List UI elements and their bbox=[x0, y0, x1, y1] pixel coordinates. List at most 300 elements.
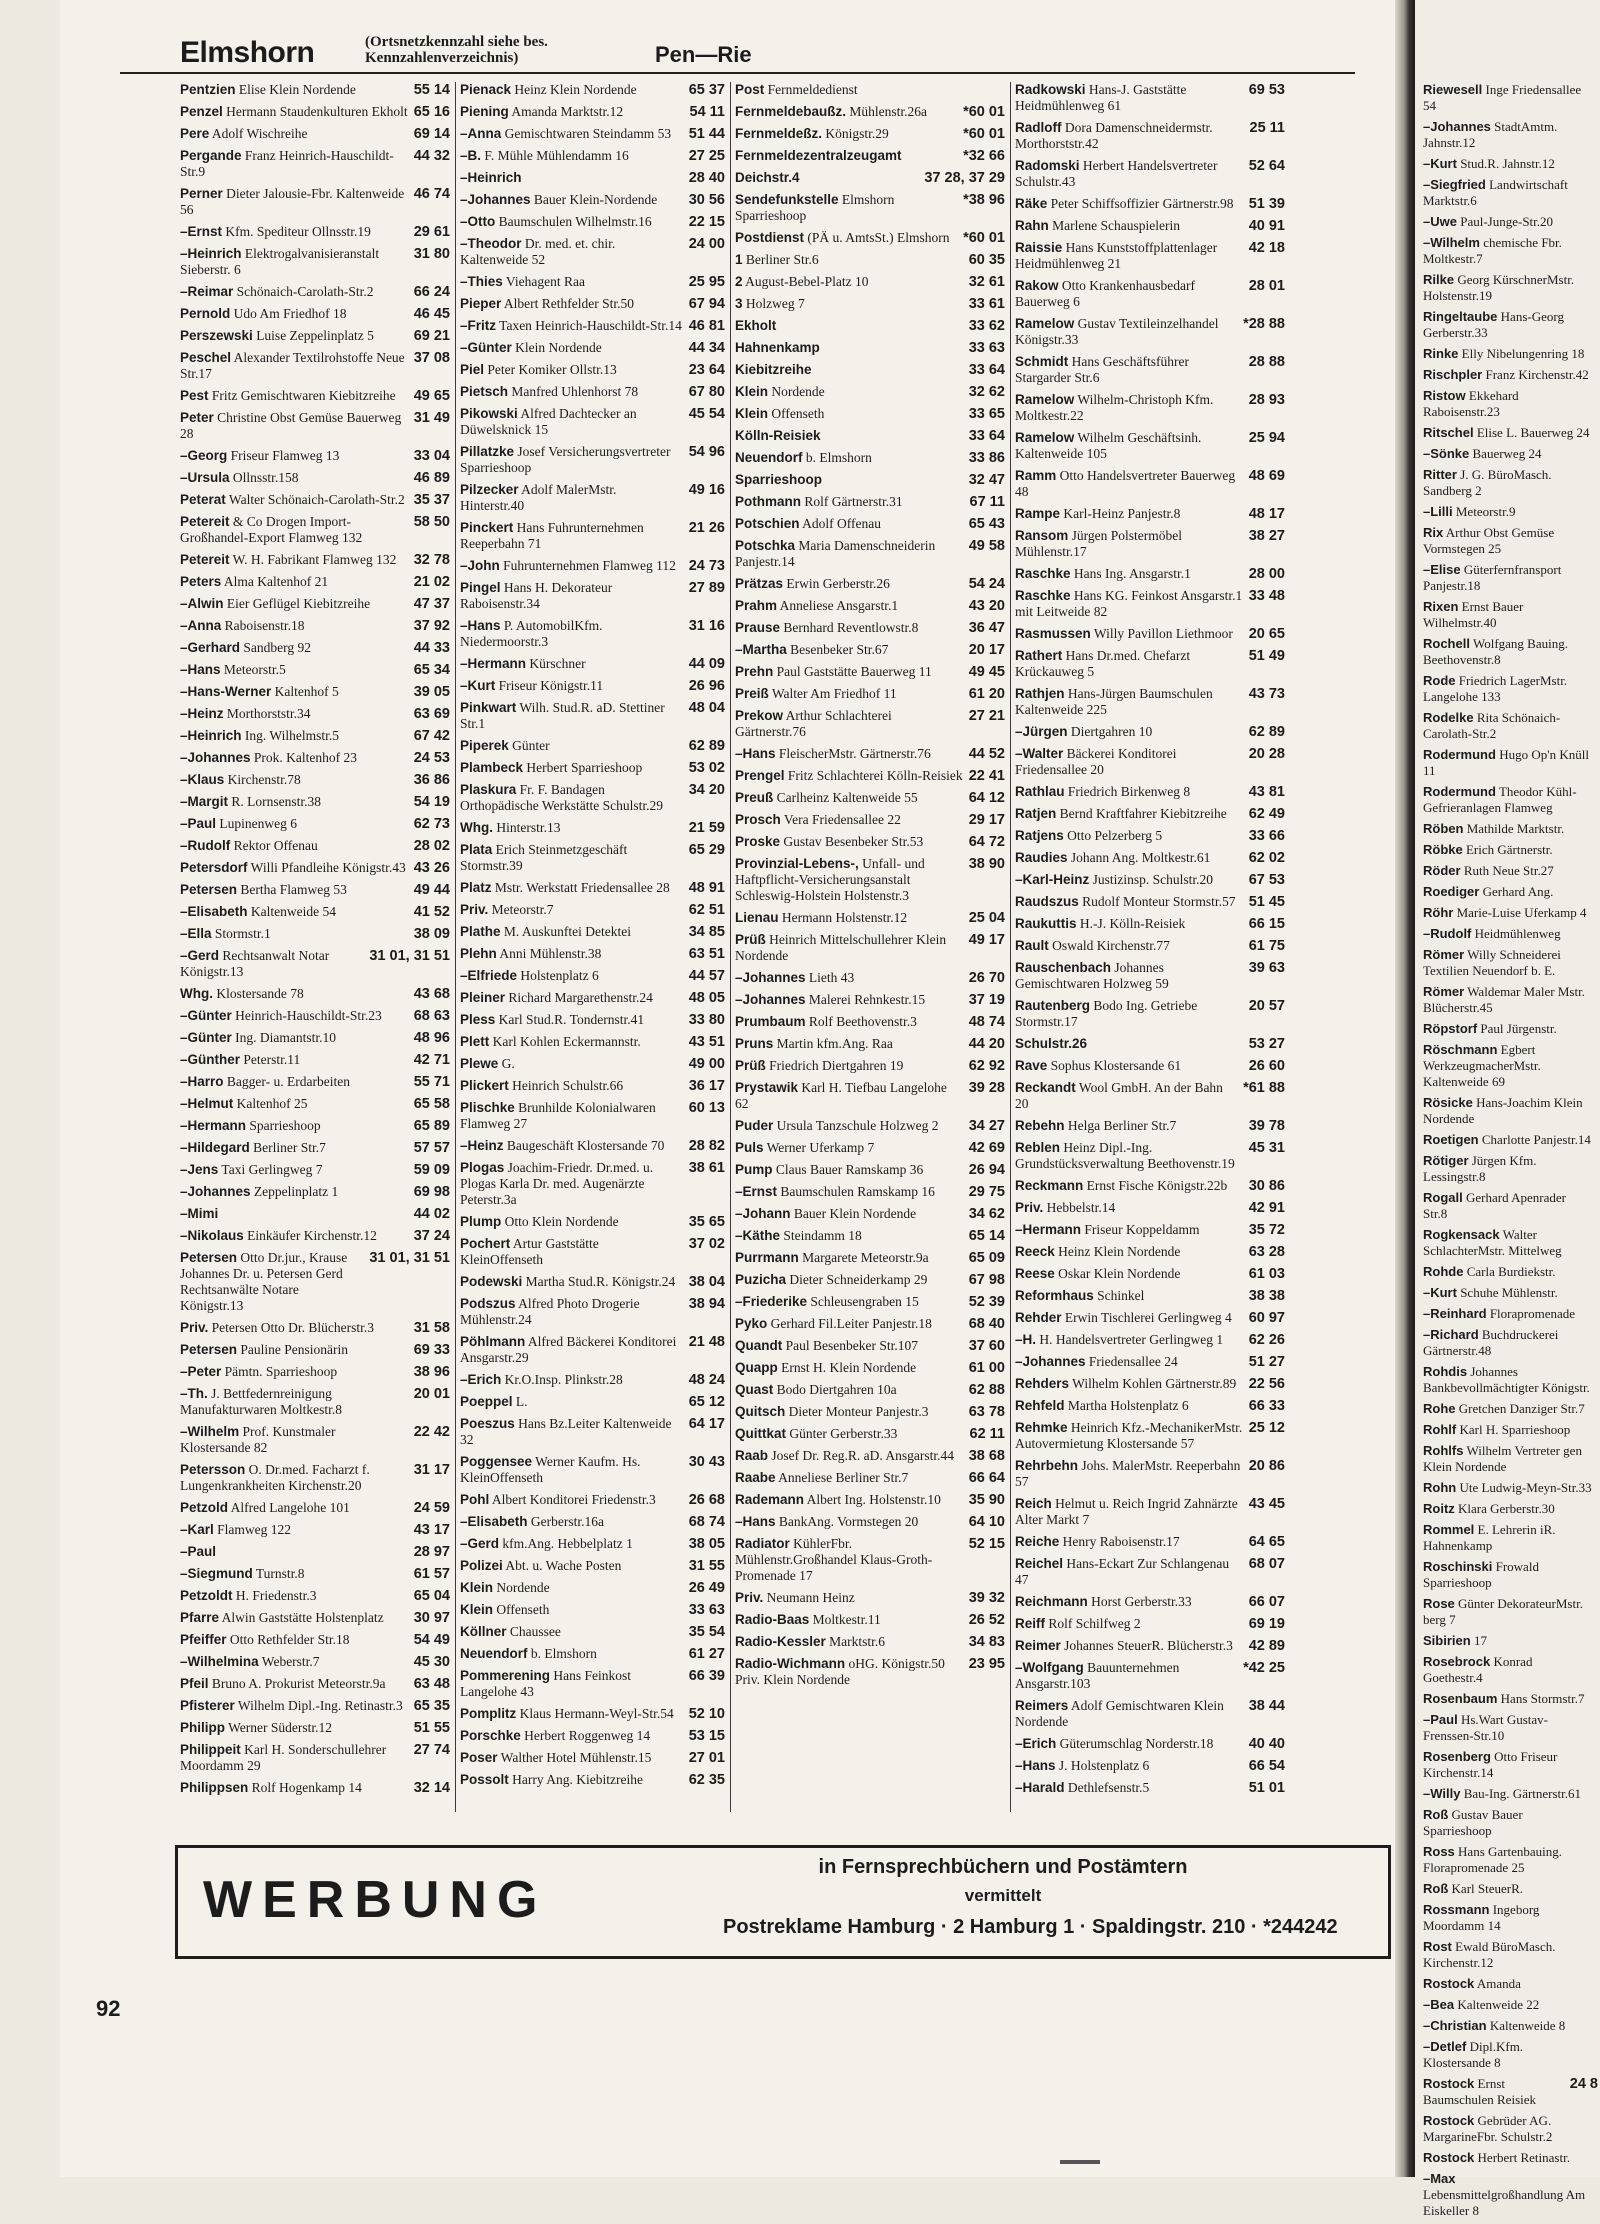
listing-entry bbox=[735, 1162, 1005, 1178]
listing-name: –Johannes Malerei Rehnkestr.15 bbox=[735, 992, 926, 1007]
phone-number: 59 09 bbox=[413, 1162, 450, 1178]
phone-number: 62 02 bbox=[1248, 850, 1285, 866]
listing-name: –B. F. Mühle Mühlendamm 16 bbox=[460, 148, 629, 163]
listing-name: –Hermann Friseur Koppeldamm bbox=[1015, 1222, 1200, 1237]
listing-entry bbox=[1015, 1036, 1285, 1052]
listing-name: –Sönke Bauerweg 24 bbox=[1423, 446, 1542, 461]
listing-name: Radomski Herbert Handelsvertreter Schulstr.43 bbox=[1015, 158, 1218, 189]
listing-name: Poggensee Werner Kaufm. Hs. KleinOffenseth bbox=[460, 1454, 641, 1485]
phone-number: 48 17 bbox=[1248, 506, 1285, 522]
phone-number: 60 35 bbox=[968, 252, 1005, 268]
listing-entry bbox=[735, 1656, 1005, 1688]
listing-entry bbox=[1423, 947, 1598, 979]
phone-number: *38 96 bbox=[963, 192, 1005, 208]
listing-entry bbox=[180, 492, 450, 508]
listing-name: –Gerhard Sandberg 92 bbox=[180, 640, 312, 655]
phone-number: 24 00 bbox=[688, 236, 725, 252]
listing-entry bbox=[460, 192, 725, 208]
phone-number: 57 57 bbox=[413, 1140, 450, 1156]
listing-entry bbox=[735, 494, 1005, 510]
listing-entry bbox=[180, 1698, 450, 1714]
listing-entry bbox=[1015, 1698, 1285, 1730]
phone-number: 43 51 bbox=[688, 1034, 725, 1050]
listing-name: Römer Willy Schneiderei Textilien Neuendorf b. E. bbox=[1423, 947, 1561, 978]
listing-name: –Heinrich bbox=[460, 170, 522, 185]
phone-number: 26 70 bbox=[968, 970, 1005, 986]
phone-number: 25 11 bbox=[1249, 120, 1285, 136]
listing-entry bbox=[735, 1184, 1005, 1200]
listing-entry bbox=[735, 104, 1005, 120]
listing-name: –Gerd Rechtsanwalt Notar Königstr.13 bbox=[180, 948, 330, 979]
listing-name: Possolt Harry Ang. Kiebitzreihe bbox=[460, 1772, 643, 1787]
listing-name: Röben Mathilde Marktstr. bbox=[1423, 821, 1565, 836]
phone-number: 46 74 bbox=[413, 186, 450, 202]
listing-name: Plickert Heinrich Schulstr.66 bbox=[460, 1078, 624, 1093]
listing-entry bbox=[1423, 525, 1598, 557]
listing-name: Ramelow Wilhelm Geschäftsinh. Kaltenweide 105 bbox=[1015, 430, 1202, 461]
ad-headline: WERBUNG bbox=[203, 1871, 548, 1929]
phone-number: 65 16 bbox=[413, 104, 450, 120]
listing-name: Prahm Anneliese Ansgarstr.1 bbox=[735, 598, 899, 613]
phone-number: *60 01 bbox=[963, 126, 1005, 142]
listing-name: Prätzas Erwin Gerberstr.26 bbox=[735, 576, 890, 591]
listing-name: Ristow Ekkehard Raboisenstr.23 bbox=[1423, 388, 1519, 419]
listing-entry bbox=[735, 970, 1005, 986]
phone-number: 65 37 bbox=[688, 82, 725, 98]
advertisement-box bbox=[175, 1845, 1391, 1959]
phone-number: 37 92 bbox=[413, 618, 450, 634]
listing-entry bbox=[460, 738, 725, 754]
phone-number: 39 63 bbox=[1248, 960, 1285, 976]
listing-entry bbox=[1423, 1422, 1598, 1438]
phone-number: 38 96 bbox=[413, 1364, 450, 1380]
listing-name: –Siegfried Landwirtschaft Marktstr.6 bbox=[1423, 177, 1568, 208]
listing-entry bbox=[1423, 1153, 1598, 1185]
listing-name: Poeszus Hans Bz.Leiter Kaltenweide 32 bbox=[460, 1416, 672, 1447]
listing-name: Petersen Bertha Flamweg 53 bbox=[180, 882, 347, 897]
listing-name: –H. H. Handelsvertreter Gerlingweg 1 bbox=[1015, 1332, 1224, 1347]
listing-entry bbox=[735, 516, 1005, 532]
listing-entry bbox=[460, 274, 725, 290]
listing-name: –Reimar Schönaich-Carolath-Str.2 bbox=[180, 284, 374, 299]
phone-number: 67 94 bbox=[688, 296, 725, 312]
listing-name: Rathjen Hans-Jürgen Baumschulen Kaltenweide 225 bbox=[1015, 686, 1213, 717]
listing-entry bbox=[1423, 1691, 1598, 1707]
listing-entry bbox=[460, 880, 725, 896]
listing-entry bbox=[460, 318, 725, 334]
listing-name: Proske Gustav Besenbeker Str.53 bbox=[735, 834, 924, 849]
listing-name: Rehder Erwin Tischlerei Gerlingweg 4 bbox=[1015, 1310, 1232, 1325]
listing-column-3 bbox=[735, 82, 1005, 1802]
listing-name: –Wilhelm Prof. Kunstmaler Klostersande 82 bbox=[180, 1424, 336, 1455]
listing-name: 3 Holzweg 7 bbox=[735, 296, 805, 311]
listing-name: Priv. Hebbelstr.14 bbox=[1015, 1200, 1116, 1215]
listing-entry bbox=[735, 450, 1005, 466]
listing-entry bbox=[735, 1448, 1005, 1464]
phone-number: 21 48 bbox=[688, 1334, 725, 1350]
listing-entry bbox=[1423, 272, 1598, 304]
listing-name: –Hans Meteorstr.5 bbox=[180, 662, 286, 677]
phone-number: *42 25 bbox=[1243, 1660, 1285, 1676]
phone-number: 68 63 bbox=[413, 1008, 450, 1024]
listing-entry bbox=[1015, 746, 1285, 778]
phone-number: 20 28 bbox=[1248, 746, 1285, 762]
listing-entry bbox=[1015, 316, 1285, 348]
listing-name: –Martha Besenbeker Str.67 bbox=[735, 642, 889, 657]
listing-name: Ratjens Otto Pelzerberg 5 bbox=[1015, 828, 1163, 843]
phone-number: 51 01 bbox=[1248, 1780, 1285, 1796]
listing-entry bbox=[735, 992, 1005, 1008]
listing-name: –Heinz Morthorststr.34 bbox=[180, 706, 311, 721]
listing-entry bbox=[735, 708, 1005, 740]
listing-name: –Elise Güterfernfransport Panjestr.18 bbox=[1423, 562, 1562, 593]
listing-entry bbox=[460, 968, 725, 984]
listing-entry bbox=[1423, 1042, 1598, 1090]
listing-entry bbox=[735, 318, 1005, 334]
listing-entry bbox=[180, 926, 450, 942]
listing-entry bbox=[1423, 784, 1598, 816]
phone-number: 65 35 bbox=[413, 1698, 450, 1714]
phone-number: 64 65 bbox=[1248, 1534, 1285, 1550]
listing-entry bbox=[1015, 588, 1285, 620]
listing-entry bbox=[460, 618, 725, 650]
listing-entry bbox=[735, 1014, 1005, 1030]
listing-name: –Günter Klein Nordende bbox=[460, 340, 602, 355]
phone-number: 32 14 bbox=[413, 1780, 450, 1796]
listing-name: Kiebitzreihe bbox=[735, 362, 812, 377]
phone-number: 32 78 bbox=[413, 552, 450, 568]
listing-name: Piening Amanda Marktstr.12 bbox=[460, 104, 624, 119]
listing-name: Whg. Klostersande 78 bbox=[180, 986, 304, 1001]
listing-name: Schulstr.26 bbox=[1015, 1036, 1088, 1051]
listing-entry bbox=[1423, 1480, 1598, 1496]
phone-number: 34 20 bbox=[688, 782, 725, 798]
phone-number: 54 96 bbox=[688, 444, 725, 460]
listing-name: –Elisabeth Kaltenweide 54 bbox=[180, 904, 336, 919]
listing-name: Ramelow Gustav Textileinzelhandel Königstr.33 bbox=[1015, 316, 1219, 347]
listing-name: Rohlfs Wilhelm Vertreter gen Klein Nordende bbox=[1423, 1443, 1582, 1474]
phone-number: 38 38 bbox=[1248, 1288, 1285, 1304]
listing-entry bbox=[1015, 218, 1285, 234]
listing-entry bbox=[735, 296, 1005, 312]
phone-number: 37 08 bbox=[413, 350, 450, 366]
phone-number: 62 92 bbox=[968, 1058, 1005, 1074]
listing-name: Pergande Franz Heinrich-Hauschildt-Str.9 bbox=[180, 148, 394, 179]
listing-name: Quandt Paul Besenbeker Str.107 bbox=[735, 1338, 918, 1353]
listing-name: Deichstr.4 bbox=[735, 170, 800, 185]
listing-name: Rave Sophus Klostersande 61 bbox=[1015, 1058, 1182, 1073]
listing-name: Rathlau Friedrich Birkenweg 8 bbox=[1015, 784, 1191, 799]
listing-entry bbox=[180, 148, 450, 180]
listing-name: Ringeltaube Hans-Georg Gerberstr.33 bbox=[1423, 309, 1564, 340]
listing-name: Quapp Ernst H. Klein Nordende bbox=[735, 1360, 917, 1375]
listing-name: Pothmann Rolf Gärtnerstr.31 bbox=[735, 494, 903, 509]
phone-number: 29 75 bbox=[968, 1184, 1005, 1200]
listing-name: –Rudolf Heidmühlenweg bbox=[1423, 926, 1561, 941]
phone-number: 30 43 bbox=[688, 1454, 725, 1470]
phone-number: 49 17 bbox=[968, 932, 1005, 948]
listing-entry bbox=[1015, 1376, 1285, 1392]
adjacent-page-column bbox=[1423, 82, 1598, 2224]
listing-entry bbox=[735, 82, 1005, 98]
phone-number: 43 81 bbox=[1248, 784, 1285, 800]
phone-number: 38 04 bbox=[688, 1274, 725, 1290]
listing-entry bbox=[460, 990, 725, 1006]
listing-name: Klein Nordende bbox=[460, 1580, 550, 1595]
phone-number: 49 00 bbox=[688, 1056, 725, 1072]
listing-name: 2 August-Bebel-Platz 10 bbox=[735, 274, 869, 289]
phone-number: 26 52 bbox=[968, 1612, 1005, 1628]
listing-name: Rosenbaum Hans Stormstr.7 bbox=[1423, 1691, 1585, 1706]
listing-entry bbox=[180, 1386, 450, 1418]
listing-entry bbox=[180, 618, 450, 634]
listing-entry bbox=[1015, 120, 1285, 152]
listing-entry bbox=[1423, 388, 1598, 420]
listing-entry bbox=[1015, 1200, 1285, 1216]
listing-name: Radloff Dora Damenschneidermstr. Morthorststr.42 bbox=[1015, 120, 1213, 151]
listing-entry bbox=[735, 1426, 1005, 1442]
listing-name: Rodermund Theodor Kühl-Gefrieranlagen Flamweg bbox=[1423, 784, 1577, 815]
listing-entry bbox=[1015, 998, 1285, 1030]
listing-entry bbox=[1423, 636, 1598, 668]
listing-column-1 bbox=[180, 82, 450, 1802]
phone-number: 31 16 bbox=[688, 618, 725, 634]
listing-name: –Walter Bäckerei Konditorei Friedensallee 20 bbox=[1015, 746, 1177, 777]
listing-entry bbox=[460, 1296, 725, 1328]
phone-number: 30 56 bbox=[688, 192, 725, 208]
phone-number: 66 39 bbox=[688, 1668, 725, 1684]
listing-entry bbox=[1015, 1780, 1285, 1796]
phone-number: 55 71 bbox=[413, 1074, 450, 1090]
listing-name: Plathe M. Auskunftei Detektei bbox=[460, 924, 631, 939]
listing-entry bbox=[735, 192, 1005, 224]
listing-entry bbox=[460, 924, 725, 940]
phone-number: 31 17 bbox=[413, 1462, 450, 1478]
listing-name: –Anna Raboisenstr.18 bbox=[180, 618, 305, 633]
listing-entry bbox=[1423, 1285, 1598, 1301]
listing-name: Pfisterer Wilhelm Dipl.-Ing. Retinastr.3 bbox=[180, 1698, 403, 1713]
column-rule bbox=[1010, 82, 1011, 1812]
phone-number: 64 72 bbox=[968, 834, 1005, 850]
listing-name: Puder Ursula Tanzschule Holzweg 2 bbox=[735, 1118, 939, 1133]
phone-number: 63 78 bbox=[968, 1404, 1005, 1420]
phone-number: 36 86 bbox=[413, 772, 450, 788]
phone-number: 43 26 bbox=[413, 860, 450, 876]
phone-number: 63 28 bbox=[1248, 1244, 1285, 1260]
listing-name: Raab Josef Dr. Reg.R. aD. Ansgarstr.44 bbox=[735, 1448, 955, 1463]
phone-number: 45 31 bbox=[1248, 1140, 1285, 1156]
listing-name: Rinke Elly Nibelungenring 18 bbox=[1423, 346, 1585, 361]
listing-name: Pfeiffer Otto Rethfelder Str.18 bbox=[180, 1632, 350, 1647]
listing-name: –Georg Friseur Flamweg 13 bbox=[180, 448, 340, 463]
listing-name: Rogkensack Walter SchlachterMstr. Mittelweg bbox=[1423, 1227, 1562, 1258]
listing-entry bbox=[180, 1462, 450, 1494]
listing-name: Ritter J. G. BüroMasch. Sandberg 2 bbox=[1423, 467, 1552, 498]
listing-name: Ekholt bbox=[735, 318, 777, 333]
listing-name: –Hans-Werner Kaltenhof 5 bbox=[180, 684, 339, 699]
header-range: Pen—Rie bbox=[655, 42, 752, 67]
phone-number: 49 58 bbox=[968, 538, 1005, 554]
listing-name: Rautenberg Bodo Ing. Getriebe Stormstr.17 bbox=[1015, 998, 1198, 1029]
listing-entry bbox=[180, 1632, 450, 1648]
listing-name: –Fritz Taxen Heinrich-Hauschildt-Str.14 bbox=[460, 318, 682, 333]
listing-entry bbox=[460, 842, 725, 874]
listing-name: –Peter Pämtn. Sparrieshoop bbox=[180, 1364, 338, 1379]
listing-name: Rault Oswald Kirchenstr.77 bbox=[1015, 938, 1170, 953]
listing-name: Pruns Martin kfm.Ang. Raa bbox=[735, 1036, 893, 1051]
phone-number: 39 32 bbox=[968, 1590, 1005, 1606]
listing-entry bbox=[735, 340, 1005, 356]
phone-number: 63 51 bbox=[688, 946, 725, 962]
phone-number: 24 53 bbox=[413, 750, 450, 766]
listing-name: Roediger Gerhard Ang. bbox=[1423, 884, 1554, 899]
phone-number: 38 27 bbox=[1248, 528, 1285, 544]
listing-name: –Kurt Friseur Königstr.11 bbox=[460, 678, 604, 693]
listing-name: –Hans BankAng. Vormstegen 20 bbox=[735, 1514, 919, 1529]
listing-entry bbox=[735, 230, 1005, 246]
phone-number: 42 71 bbox=[413, 1052, 450, 1068]
listing-entry bbox=[180, 1780, 450, 1796]
listing-name: Fernmeldezentralzeugamt bbox=[735, 148, 902, 163]
listing-entry bbox=[735, 910, 1005, 926]
phone-number: 42 18 bbox=[1248, 240, 1285, 256]
phone-number: 37 60 bbox=[968, 1338, 1005, 1354]
listing-entry bbox=[1423, 2018, 1598, 2034]
listing-entry bbox=[735, 1470, 1005, 1486]
listing-name: –Hermann Kürschner bbox=[460, 656, 586, 671]
listing-name: Lienau Hermann Holstenstr.12 bbox=[735, 910, 908, 925]
listing-name: Puls Werner Uferkamp 7 bbox=[735, 1140, 875, 1155]
listing-entry bbox=[180, 860, 450, 876]
listing-entry bbox=[1015, 468, 1285, 500]
listing-entry bbox=[180, 838, 450, 854]
listing-name: Rasmussen Willy Pavillon Liethmoor bbox=[1015, 626, 1233, 641]
listing-entry bbox=[735, 642, 1005, 658]
phone-number: 21 59 bbox=[688, 820, 725, 836]
listing-name: –Alwin Eier Geflügel Kiebitzreihe bbox=[180, 596, 371, 611]
listing-name: Reese Oskar Klein Nordende bbox=[1015, 1266, 1181, 1281]
listing-name: Roitz Klara Gerberstr.30 bbox=[1423, 1501, 1555, 1516]
phone-number: 62 11 bbox=[969, 1426, 1005, 1442]
listing-name: Potschka Maria Damenschneiderin Panjestr.14 bbox=[735, 538, 936, 569]
phone-number: 38 61 bbox=[688, 1160, 725, 1176]
listing-name: Piel Peter Komiker Ollstr.13 bbox=[460, 362, 617, 377]
listing-entry bbox=[180, 126, 450, 142]
listing-name: Priv. Neumann Heinz bbox=[735, 1590, 855, 1605]
listing-name: Reichel Hans-Eckart Zur Schlangenau 47 bbox=[1015, 1556, 1230, 1587]
phone-number: 53 27 bbox=[1248, 1036, 1285, 1052]
listing-name: Rostock Gebrüder AG. MargarineFbr. Schulstr.2 bbox=[1423, 2113, 1553, 2144]
listing-entry bbox=[1015, 648, 1285, 680]
listing-entry bbox=[460, 104, 725, 120]
listing-entry bbox=[735, 1058, 1005, 1074]
listing-name: Pump Claus Bauer Ramskamp 36 bbox=[735, 1162, 924, 1177]
listing-name: Reiff Rolf Schilfweg 2 bbox=[1015, 1616, 1141, 1631]
listing-name: Rommel E. Lehrerin iR. Hahnenkamp bbox=[1423, 1522, 1556, 1553]
listing-entry bbox=[1015, 1496, 1285, 1528]
phone-number: 67 53 bbox=[1248, 872, 1285, 888]
listing-name: –Heinrich Ing. Wilhelmstr.5 bbox=[180, 728, 339, 743]
phone-number: 26 68 bbox=[688, 1492, 725, 1508]
listing-name: Hahnenkamp bbox=[735, 340, 820, 355]
phone-number: 39 78 bbox=[1248, 1118, 1285, 1134]
listing-entry bbox=[180, 794, 450, 810]
listing-entry bbox=[180, 552, 450, 568]
listing-name: Prehn Paul Gaststätte Bauerweg 11 bbox=[735, 664, 932, 679]
phone-number: 51 39 bbox=[1248, 196, 1285, 212]
phone-number: 27 21 bbox=[968, 708, 1005, 724]
listing-name: Rostock Herbert Retinastr. bbox=[1423, 2150, 1570, 2165]
listing-name: Preuß Carlheinz Kaltenweide 55 bbox=[735, 790, 918, 805]
listing-entry bbox=[1015, 1736, 1285, 1752]
phone-number: 65 58 bbox=[413, 1096, 450, 1112]
listing-entry bbox=[735, 538, 1005, 570]
listing-name: –Ella Stormstr.1 bbox=[180, 926, 271, 941]
phone-number: 31 01, 31 51 bbox=[369, 1250, 450, 1266]
phone-number: 48 74 bbox=[968, 1014, 1005, 1030]
phone-number: 35 54 bbox=[688, 1624, 725, 1640]
phone-number: 51 49 bbox=[1248, 648, 1285, 664]
phone-number: 52 39 bbox=[968, 1294, 1005, 1310]
listing-name: Prengel Fritz Schlachterei Kölln-Reisiek bbox=[735, 768, 963, 783]
ad-line-2: vermittelt bbox=[964, 1886, 1042, 1905]
listing-entry bbox=[1015, 240, 1285, 272]
phone-number: 65 43 bbox=[968, 516, 1005, 532]
listing-name: Perszewski Luise Zeppelinplatz 5 bbox=[180, 328, 374, 343]
listing-entry bbox=[735, 856, 1005, 904]
listing-entry bbox=[735, 1360, 1005, 1376]
listing-entry bbox=[460, 340, 725, 356]
phone-number: 44 20 bbox=[968, 1036, 1005, 1052]
listing-entry bbox=[735, 1294, 1005, 1310]
listing-entry bbox=[1015, 354, 1285, 386]
listing-name: –Jens Taxi Gerlingweg 7 bbox=[180, 1162, 323, 1177]
listing-entry bbox=[735, 1612, 1005, 1628]
listing-name: Prystawik Karl H. Tiefbau Langelohe 62 bbox=[735, 1080, 947, 1111]
listing-entry bbox=[1015, 1458, 1285, 1490]
listing-entry bbox=[1423, 446, 1598, 462]
listing-name: Rogall Gerhard Apenrader Str.8 bbox=[1423, 1190, 1566, 1221]
phone-number: 69 33 bbox=[413, 1342, 450, 1358]
listing-name: Potschien Adolf Offenau bbox=[735, 516, 881, 531]
phone-number: 33 04 bbox=[413, 448, 450, 464]
listing-entry bbox=[460, 1536, 725, 1552]
phone-number: 31 58 bbox=[413, 1320, 450, 1336]
listing-name: –Theodor Dr. med. et. chir. Kaltenweide 52 bbox=[460, 236, 616, 267]
phone-number: 47 37 bbox=[413, 596, 450, 612]
listing-entry bbox=[180, 772, 450, 788]
listing-name: Pöhlmann Alfred Bäckerei Konditorei Ansgarstr.29 bbox=[460, 1334, 677, 1365]
listing-entry bbox=[1423, 1501, 1598, 1517]
listing-entry bbox=[1015, 1080, 1285, 1112]
phone-number: 22 56 bbox=[1248, 1376, 1285, 1392]
listing-name: Pinkwart Wilh. Stud.R. aD. Stettiner Str.1 bbox=[460, 700, 665, 731]
phone-number: 43 45 bbox=[1248, 1496, 1285, 1512]
listing-entry bbox=[460, 1138, 725, 1154]
listing-entry bbox=[1423, 1596, 1598, 1628]
listing-name: Raschke Hans Ing. Ansgarstr.1 bbox=[1015, 566, 1191, 581]
listing-name: Quittkat Günter Gerberstr.33 bbox=[735, 1426, 898, 1441]
listing-name: Preiß Walter Am Friedhof 11 bbox=[735, 686, 897, 701]
ad-line-3: Postreklame Hamburg · 2 Hamburg 1 · Spaldingstr. 210 · *244242 bbox=[723, 1916, 1338, 1938]
listing-name: Ramm Otto Handelsvertreter Bauerweg 48 bbox=[1015, 468, 1236, 499]
listing-entry bbox=[1423, 2150, 1598, 2166]
listing-entry bbox=[1423, 2113, 1598, 2145]
listing-entry bbox=[1015, 1058, 1285, 1074]
listing-name: Plehn Anni Mühlenstr.38 bbox=[460, 946, 602, 961]
listing-name: –Johann Bauer Klein Nordende bbox=[735, 1206, 917, 1221]
phone-number: 67 42 bbox=[413, 728, 450, 744]
